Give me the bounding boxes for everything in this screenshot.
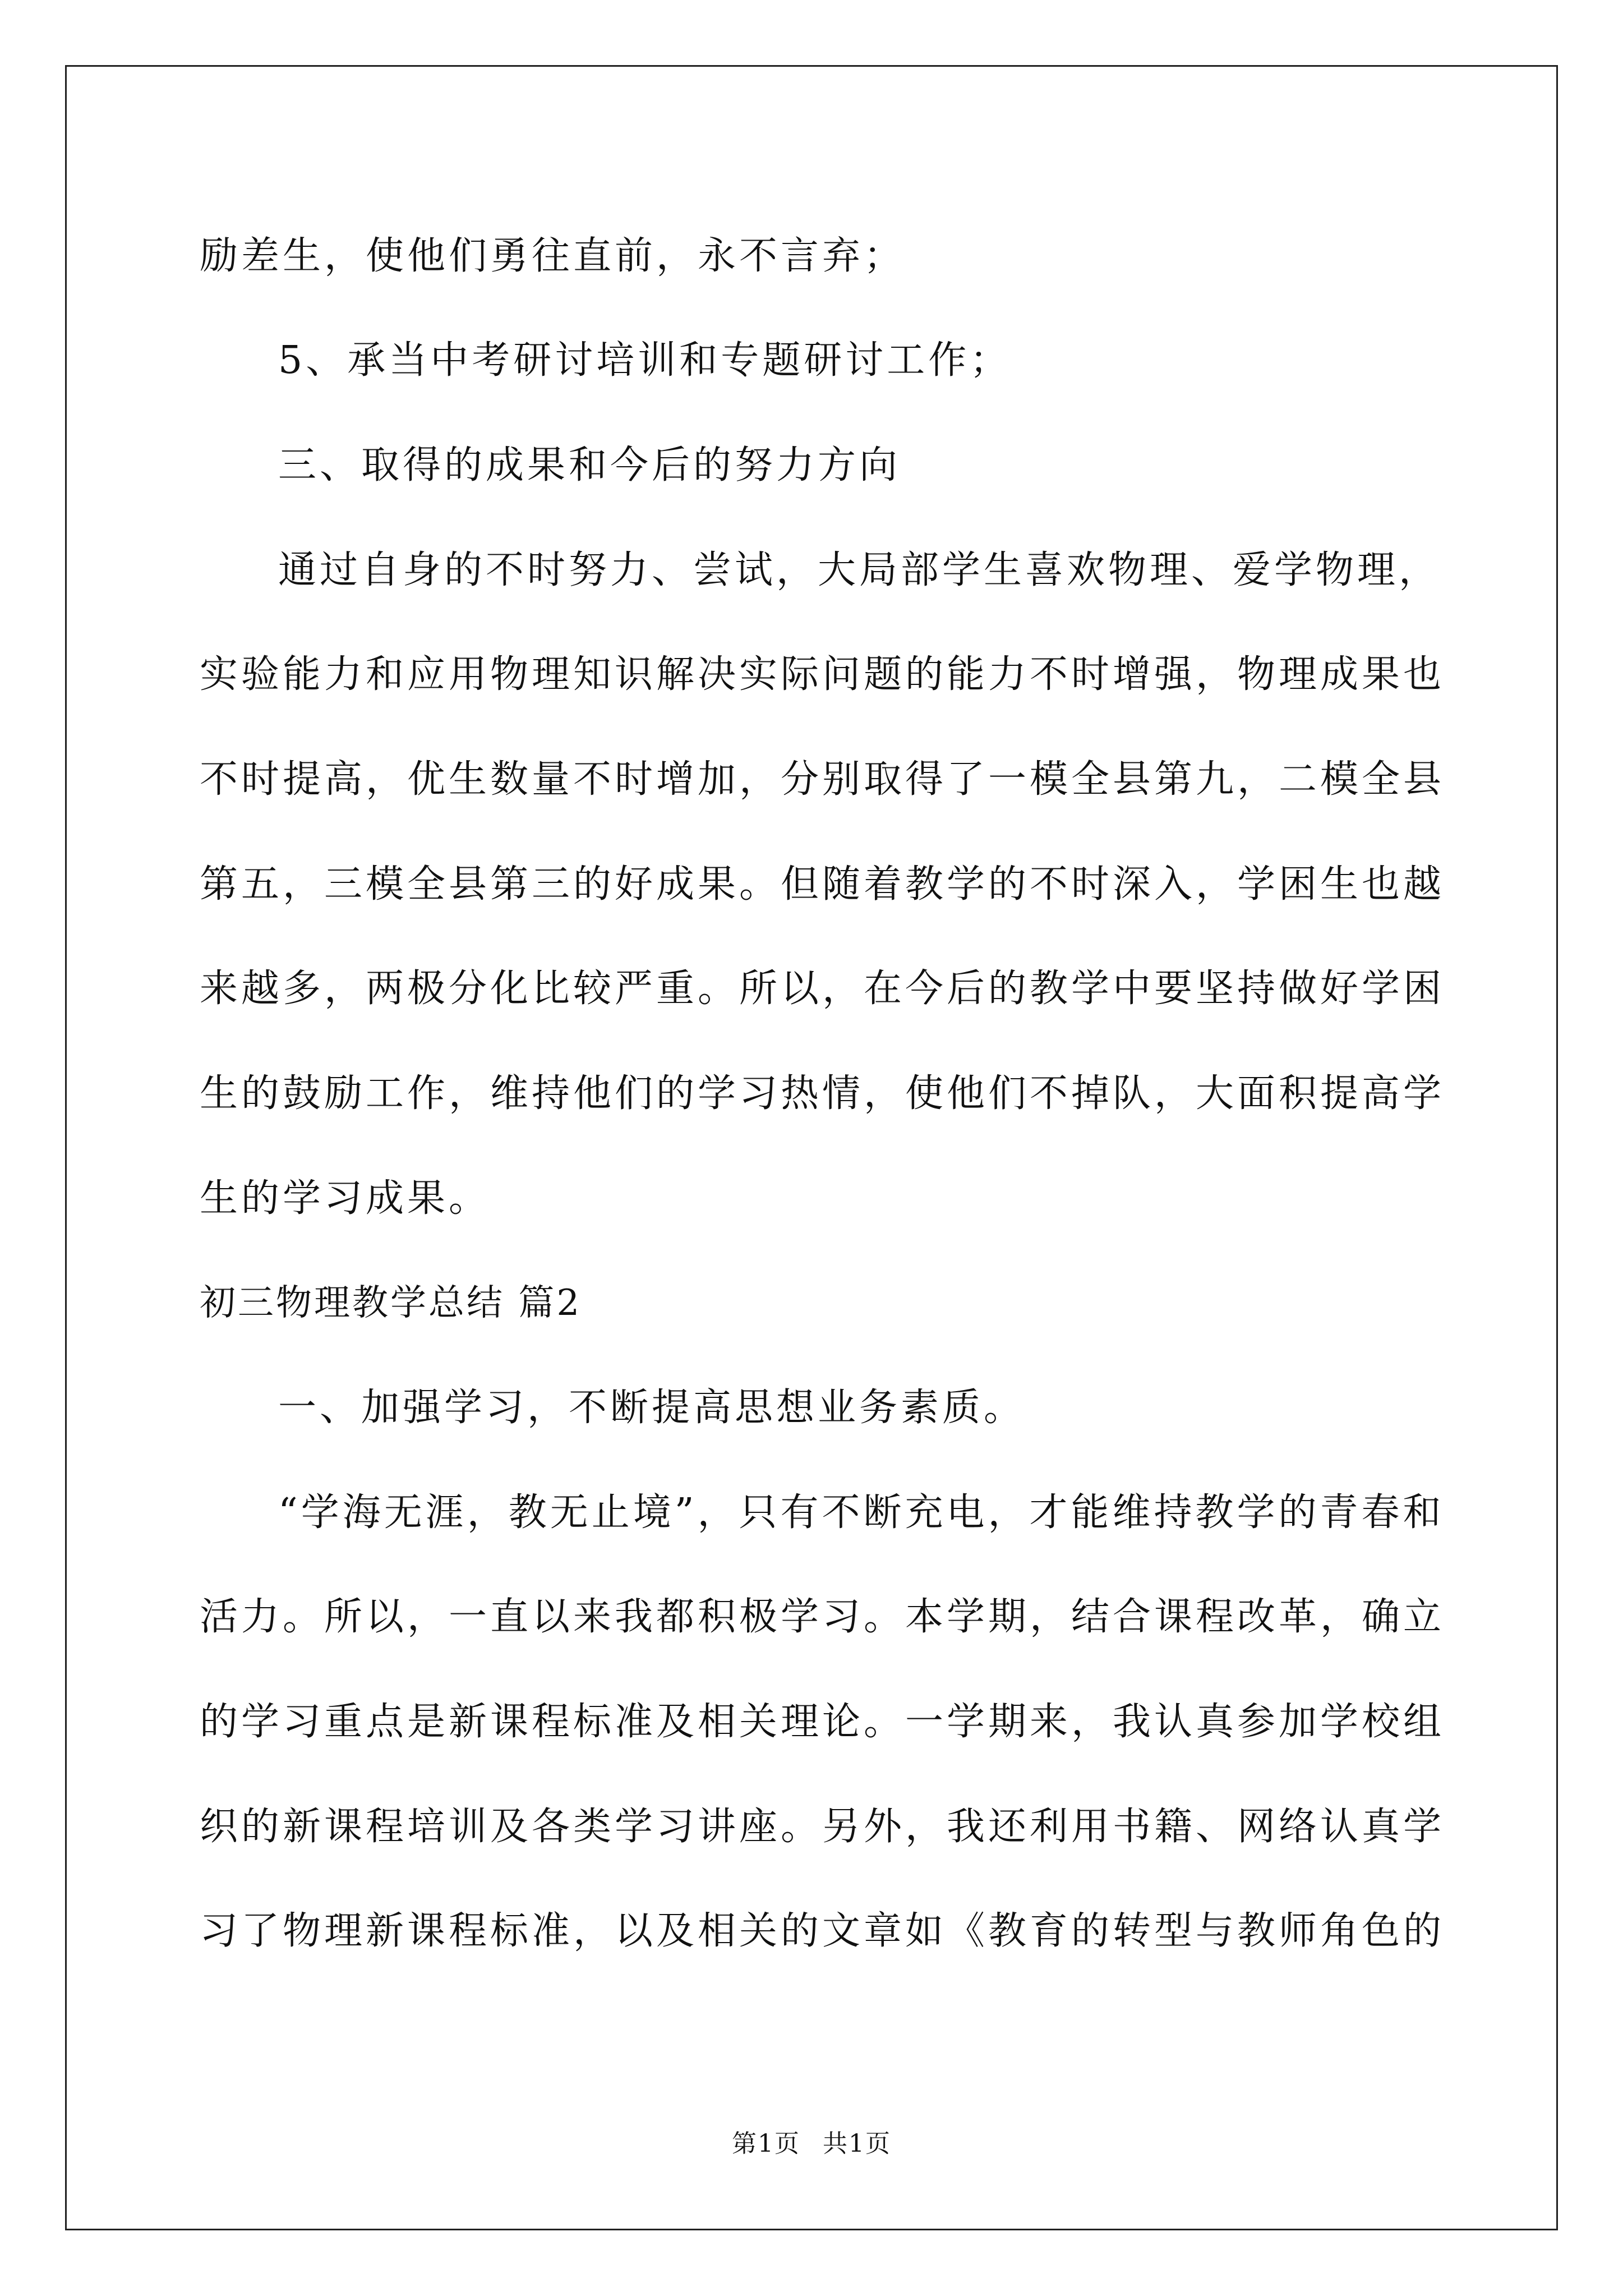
page-footer <box>0 2127 1623 2161</box>
paragraph-line: 第五，三模全县第三的好成果。但随着教学的不时深入，学困生也越 <box>200 862 1445 907</box>
paragraph-line: 不时提高，优生数量不时增加，分别取得了一模全县第九，二模全县 <box>200 757 1445 802</box>
list-item: 5、承当中考研讨培训和专题研讨工作； <box>278 338 1012 383</box>
paragraph-line: 励差生，使他们勇往直前，永不言弃； <box>200 234 906 278</box>
paragraph-line: 生的鼓励工作，维持他们的学习热情，使他们不掉队，大面积提高学 <box>200 1071 1445 1116</box>
article-heading: 初三物理教学总结 篇2 <box>200 1282 582 1324</box>
section-heading: 一、加强学习，不断提高思想业务素质。 <box>278 1386 1026 1430</box>
page-border <box>65 65 1558 2230</box>
paragraph-line: 活力。所以，一直以来我都积极学习。本学期，结合课程改革，确立 <box>200 1595 1445 1639</box>
page-number: 第1页 <box>732 2129 800 2158</box>
page-total: 共1页 <box>823 2129 891 2158</box>
paragraph-line: 织的新课程培训及各类学习讲座。另外，我还利用书籍、网络认真学 <box>200 1805 1445 1849</box>
paragraph-line: 生的学习成果。 <box>200 1176 491 1221</box>
section-heading: 三、取得的成果和今后的努力方向 <box>278 443 901 487</box>
paragraph-line: 通过自身的不时努力、尝试，大局部学生喜欢物理、爱学物理， <box>278 548 1441 592</box>
paragraph-line: 的学习重点是新课程标准及相关理论。一学期来，我认真参加学校组 <box>200 1700 1445 1744</box>
paragraph-line: 来越多，两极分化比较严重。所以，在今后的教学中要坚持做好学困 <box>200 967 1445 1011</box>
paragraph-line: 实验能力和应用物理知识解决实际问题的能力不时增强，物理成果也 <box>200 652 1445 697</box>
paragraph-line: “学海无涯，教无止境”，只有不断充电，才能维持教学的青春和 <box>278 1490 1445 1535</box>
paragraph-line: 习了物理新课程标准，以及相关的文章如《教育的转型与教师角色的 <box>200 1909 1445 1953</box>
